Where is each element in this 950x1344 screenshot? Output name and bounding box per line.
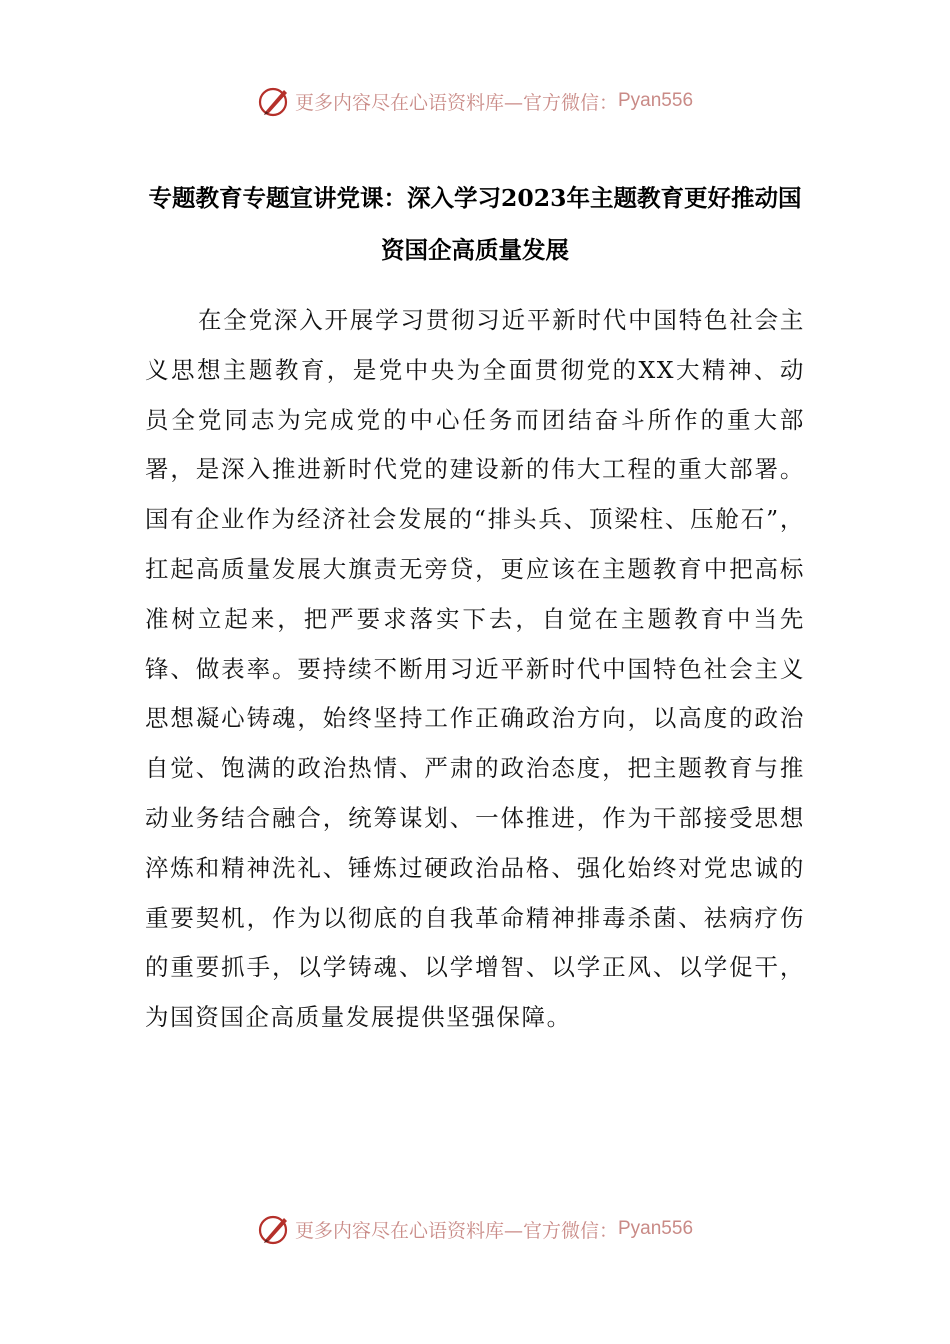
header-watermark xyxy=(0,84,950,118)
pen-circle-logo-icon xyxy=(257,1212,291,1246)
watermark-text: 更多内容尽在心语资料库—官方微信： xyxy=(294,91,618,114)
watermark-wechat-id: Pyan556 xyxy=(618,90,694,111)
document-paragraph: 在全党深入开展学习贯彻习近平新时代中国特色社会主义思想主题教育，是党中央为全面贯彻党的XX大精神、动员全党同志为完成党的中心任务而团结奋斗所作的重大部署，是深入推进新时代党的建设新的伟大工程的重大部署。国有企业作为经济社会发展的“排头兵、顶梁柱、压舱石”，扛起高质量发展大旗责无旁贷，更应该在主题教育中把高标准树立起来，把严要求落实下去，自觉在主题教育中当先锋、做表率。要持续不断用习近平新时代中国特色社会主义思想凝心铸魂，始终坚持工作正确政治方向，以高度的政治自觉、饱满的政治热情、严肃的政治态度，把主题教育与推动业务结合融合，统筹谋划、一体推进，作为干部接受思想淬炼和精神洗礼、锤炼过硬政治品格、强化始终对党忠诚的重要契机，作为以彻底的自我革命精神排毒杀菌、祛病疗伤的重要抓手，以学铸魂、以学增智、以学正风、以学促干，为国资国企高质量发展提供坚强保障。 xyxy=(145,306,805,1032)
watermark-text: 更多内容尽在心语资料库—官方微信： xyxy=(294,1219,618,1242)
footer-watermark xyxy=(0,1212,950,1246)
pen-circle-logo-icon xyxy=(257,84,291,118)
document-title: 专题教育专题宣讲党课：深入学习2023年主题教育更好推动国资国企高质量发展 xyxy=(148,184,802,264)
watermark-wechat-id: Pyan556 xyxy=(618,1218,694,1239)
